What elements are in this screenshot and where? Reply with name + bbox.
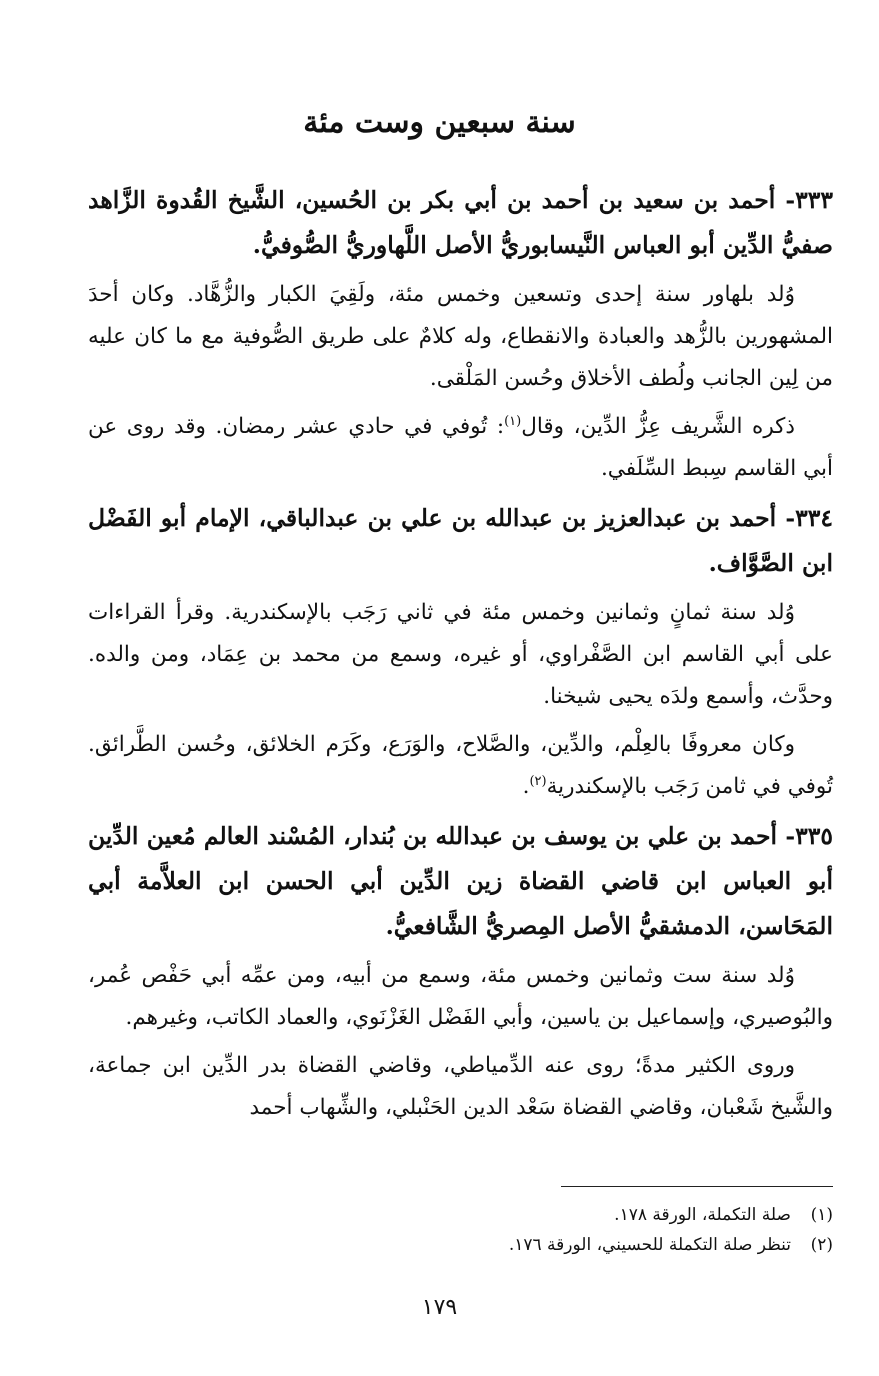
footnote-text: صلة التكملة، الورقة ١٧٨. [614, 1205, 791, 1225]
footnote-2 [88, 1230, 833, 1260]
footnotes [88, 1200, 833, 1260]
footnote-mark: (٢) [810, 1235, 833, 1255]
footnote-text: تنظر صلة التكملة للحسيني، الورقة ١٧٦. [508, 1235, 791, 1255]
entry-paragraph [88, 406, 833, 490]
footnote-mark: (١) [810, 1205, 833, 1225]
footnote-divider [561, 1186, 833, 1187]
footnote-ref-2[interactable]: (٢) [529, 773, 547, 789]
paragraph-text: وكان معروفًا بالعِلْم، والدِّين، والصَّلاح، والوَرَع، وكَرَم الخلائق، وحُسن الطَّرائق. تُوفي في ثامن رَجَب بالإسكندرية [88, 732, 833, 799]
entry-heading-334: ٣٣٤- أحمد بن عبدالعزيز بن عبدالله بن علي بن عبدالباقي، الإمام أبو الفَضْل ابن الصَّوَّاف. [88, 504, 833, 577]
entry-heading-335: ٣٣٥- أحمد بن علي بن يوسف بن عبدالله بن بُندار، المُسْند العالم مُعين الدِّين أبو العباس ابن قاضي القضاة زين الدِّين أبي الحسن ابن العلاَّمة أبي المَحَاسن، الدمشقيُّ الأصل المِصريُّ الشَّافعيُّ. [88, 822, 833, 940]
section-title: سنة سبعين وست مئة [303, 105, 576, 140]
footnote-1 [88, 1200, 833, 1230]
page-number: ١٧٩ [421, 1295, 458, 1320]
entry-paragraph: وُلد سنة ست وثمانين وخمس مئة، وسمع من أبيه، ومن عمِّه أبي حَفْص عُمر، والبُوصيري، وإسماعيل بن ياسين، وأبي الفَضْل الغَزْنَوي، والعماد الكاتب، وغيرهم. [88, 963, 833, 1030]
entry-paragraph: وُلد بلهاور سنة إحدى وتسعين وخمس مئة، ولَقِيَ الكبار والزُّهَّاد. وكان أحدَ المشهورين بالزُّهد والعبادة والانقطاع، وله كلامٌ على طريق الصُّوفية مع ما كان عليه من لِين الجانب ولُطف الأخلاق وحُسن المَلْقى. [88, 282, 833, 391]
footnote-ref-1[interactable]: (١) [504, 413, 522, 429]
entry-paragraph [88, 724, 833, 808]
entry-paragraph: وُلد سنة ثمانٍ وثمانين وخمس مئة في ثاني رَجَب بالإسكندرية. وقرأ القراءات على أبي القاسم ابن الصَّفْراوي، أو غيره، وسمع من محمد بن عِمَاد، ومن والده. وحدَّث، وأسمع ولدَه يحيى شيخنا. [88, 600, 833, 709]
paragraph-text: . [522, 774, 530, 799]
main-text [88, 178, 833, 1135]
entry-heading-333: ٣٣٣- أحمد بن سعيد بن أحمد بن أبي بكر بن الحُسين، الشَّيخ القُدوة الزَّاهد صفيُّ الدِّين أبو العباس النَّيسابوريُّ الأصل اللَّهاوريُّ الصُّوفيُّ. [88, 186, 833, 259]
paragraph-text: ذكره الشَّريف عِزُّ الدِّين، وقال [521, 414, 795, 439]
entry-paragraph: وروى الكثير مدةً؛ روى عنه الدِّمياطي، وقاضي القضاة بدر الدِّين ابن جماعة، والشَّيخ شَعْبان، وقاضي القضاة سَعْد الدين الحَنْبلي، والشِّهاب أحمد [88, 1053, 833, 1120]
paragraph-text: : تُوفي في حادي عشر رمضان. وقد روى عن أبي القاسم سِبط السِّلَفي. [88, 414, 833, 481]
